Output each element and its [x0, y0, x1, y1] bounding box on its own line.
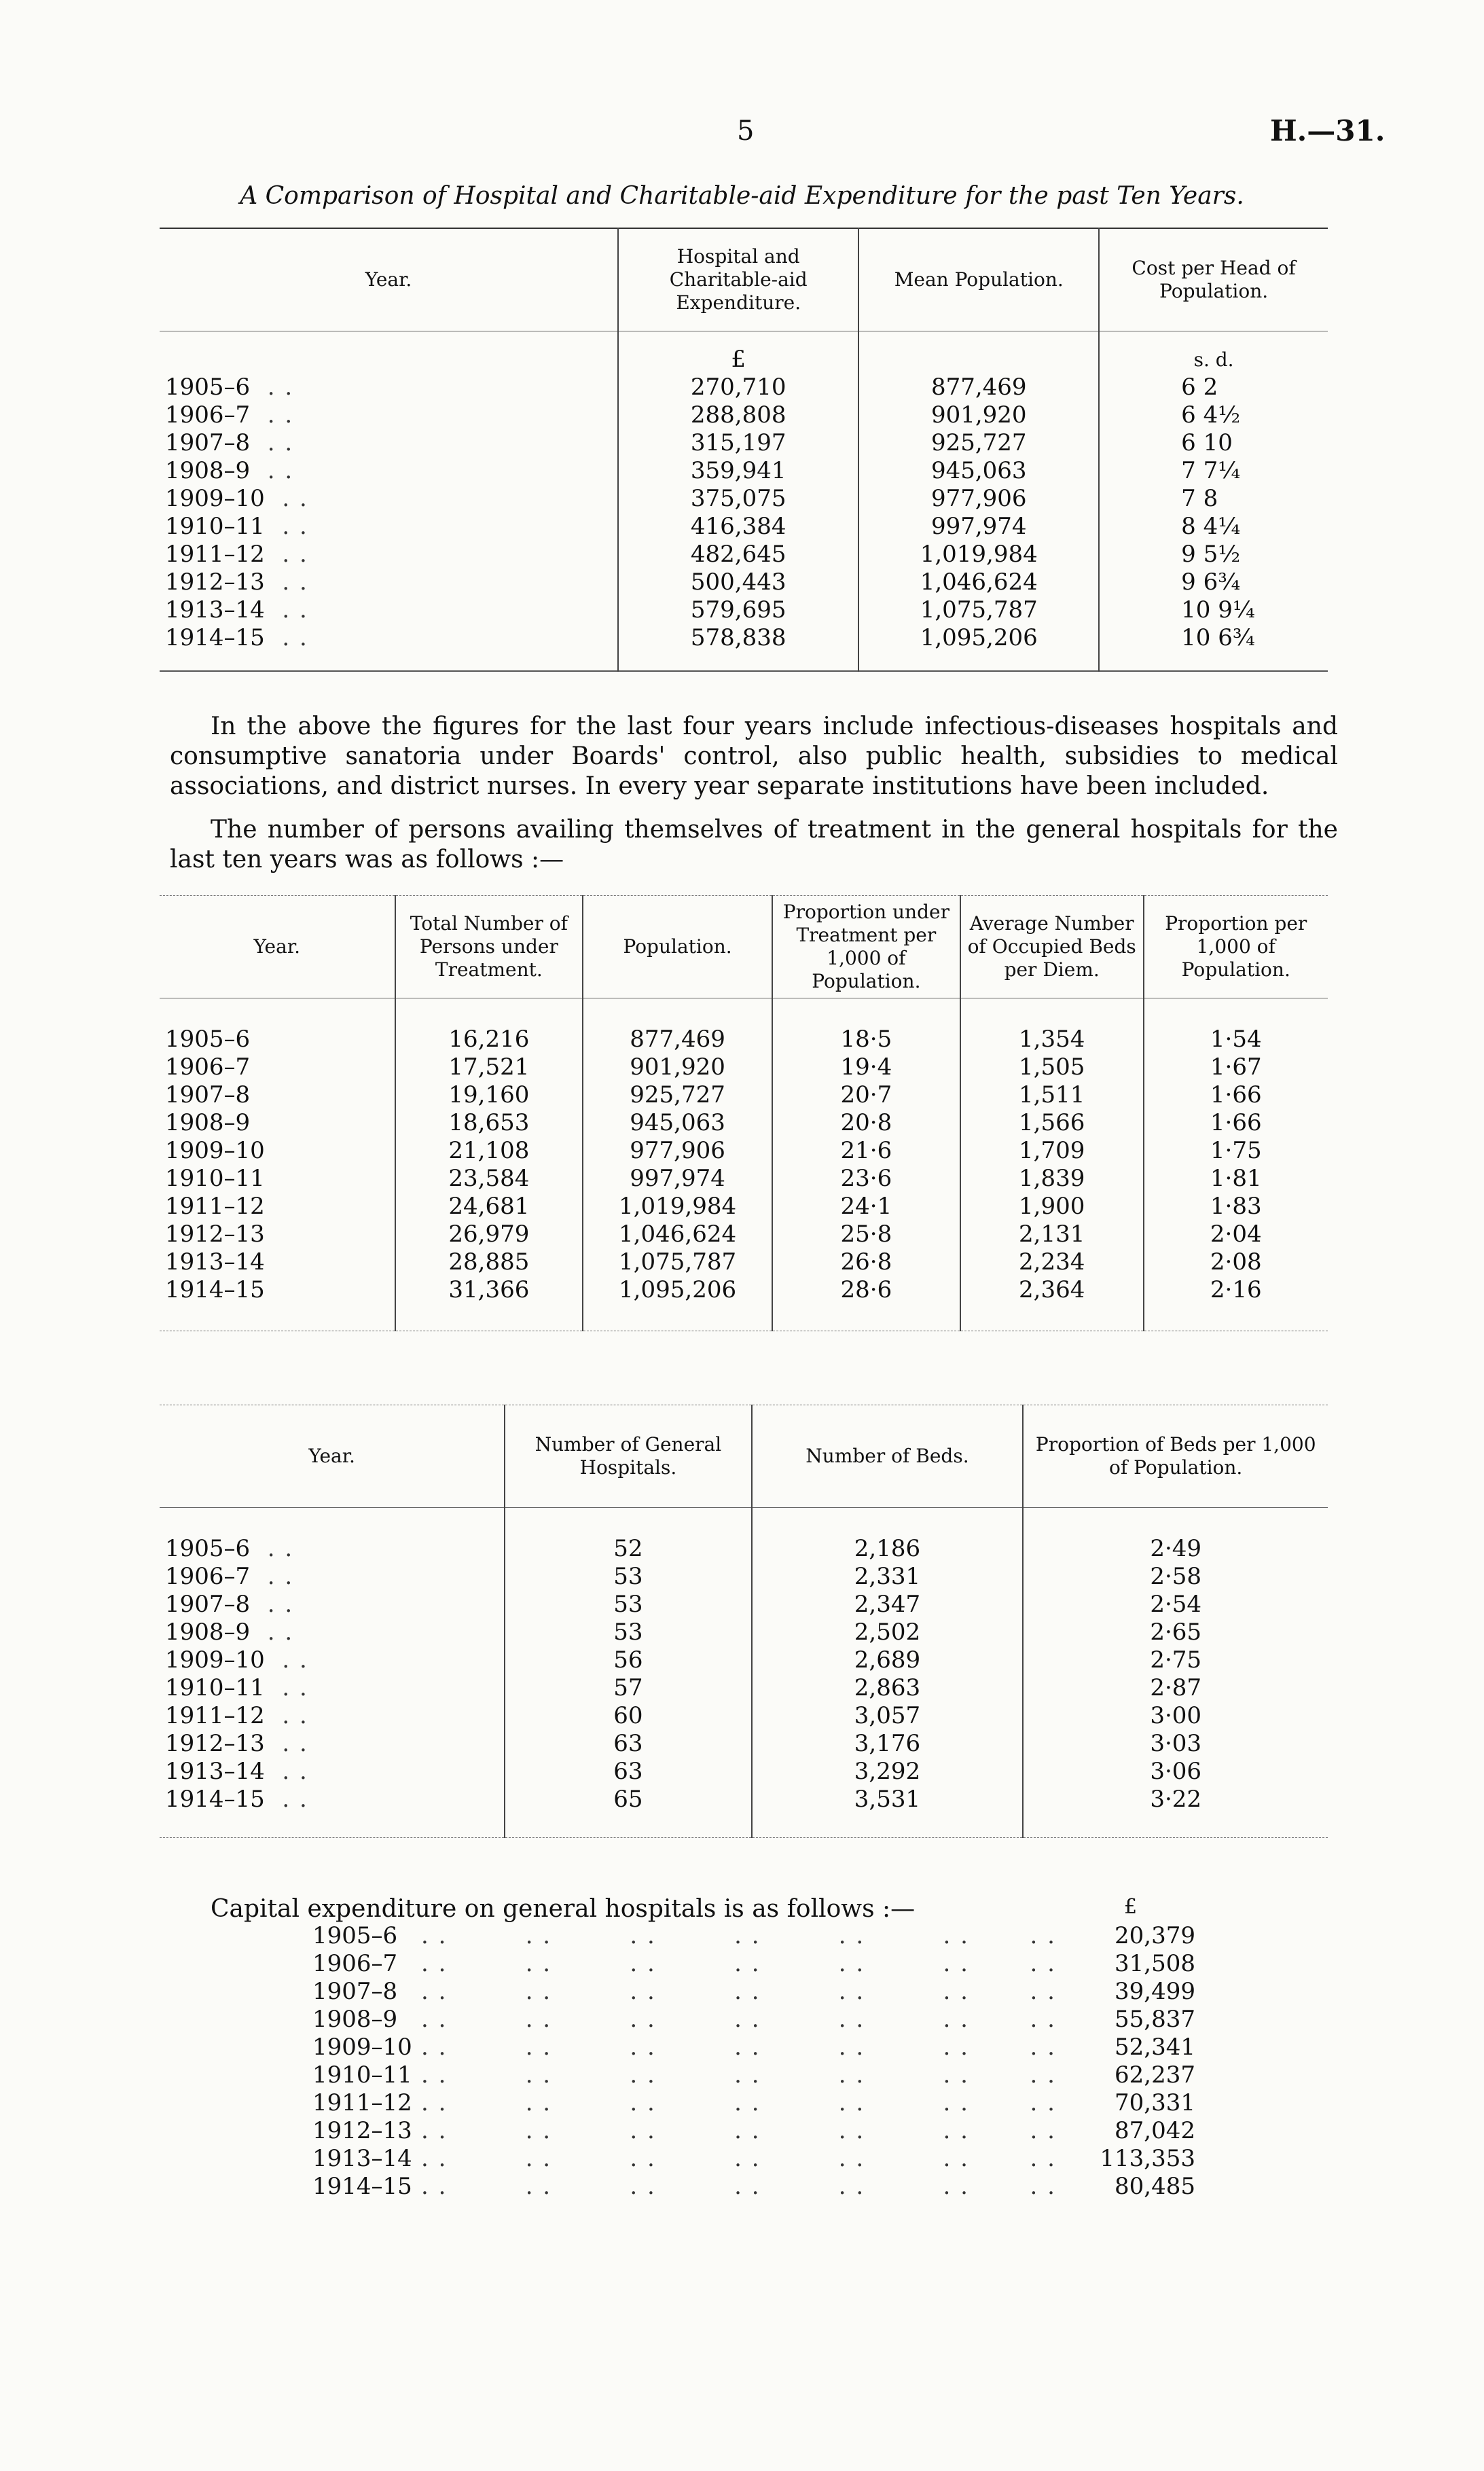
leader-dots: . .	[250, 373, 294, 401]
col-proportion-beds: Proportion per 1,000 of Population.	[1144, 896, 1328, 998]
table-row	[160, 624, 1328, 652]
leader-dots: . .	[250, 429, 294, 456]
leader-dots: . . . . . . . . . . . . . .	[421, 2117, 1056, 2144]
list-item	[312, 2006, 1195, 2034]
expenditure-cell: 482,645	[618, 541, 858, 569]
hospitals-cell: 63	[505, 1758, 751, 1786]
list-item	[312, 2089, 1195, 2117]
total-cell: 18,653	[395, 1109, 583, 1137]
population-cell: 1,019,984	[583, 1193, 772, 1221]
leader-dots: . .	[264, 1674, 308, 1701]
year-label: 1905–6	[165, 1534, 251, 1562]
expenditure-table	[160, 228, 1328, 672]
proportion-cell: 3·22	[1023, 1786, 1328, 1814]
proportion-cell: 20·7	[772, 1081, 960, 1109]
capital-year: 1906–7	[312, 1950, 398, 1977]
capital-value: 20,379	[1115, 1922, 1195, 1949]
table-row	[160, 1758, 1328, 1786]
proportion-cell: 19·4	[772, 1053, 960, 1081]
hospitals-cell: 52	[505, 1535, 751, 1563]
year-cell	[160, 569, 618, 596]
year-cell	[160, 1221, 395, 1248]
expenditure-cell: 315,197	[618, 429, 858, 457]
proportion-beds-cell: 1·66	[1144, 1109, 1328, 1137]
year-label: 1908–9	[165, 1618, 251, 1646]
beds-cell: 3,057	[752, 1702, 1024, 1730]
capital-year: 1909–10	[312, 2034, 412, 2061]
unit-pound: £	[618, 331, 858, 374]
year-label: 1911–12	[165, 540, 265, 568]
total-cell: 23,584	[395, 1165, 583, 1193]
year-cell	[160, 1591, 505, 1619]
year-cell	[160, 1674, 505, 1702]
leader-dots: . .	[250, 1562, 294, 1590]
col-general-hospitals: Number of General Hospitals.	[505, 1405, 751, 1508]
table-row	[160, 1702, 1328, 1730]
table-row	[160, 374, 1328, 401]
table-row	[160, 1591, 1328, 1619]
expenditure-cell: 270,710	[618, 374, 858, 401]
table-row	[160, 1193, 1328, 1221]
table-row	[160, 541, 1328, 569]
leader-dots: . .	[264, 1701, 308, 1729]
paragraph-intro: The number of persons availing themselves of treatment in the general hospitals for the last ten years was as follows :—	[170, 816, 1338, 873]
list-item	[312, 2117, 1195, 2145]
page-title: A Comparison of Hospital and Charitable-aid Expenditure for the past Ten Years.	[240, 182, 1244, 210]
table-row	[160, 1221, 1328, 1248]
proportion-cell: 25·8	[772, 1221, 960, 1248]
cost-cell: 8 4¼	[1099, 513, 1328, 541]
total-cell: 24,681	[395, 1193, 583, 1221]
proportion-cell: 2·54	[1023, 1591, 1328, 1619]
table-row	[160, 1535, 1328, 1563]
capital-value: 80,485	[1115, 2173, 1195, 2200]
year-label: 1905–6	[165, 1025, 251, 1053]
proportion-beds-cell: 1·66	[1144, 1081, 1328, 1109]
year-label: 1912–13	[165, 1220, 265, 1248]
cost-cell: 10 9¼	[1099, 596, 1328, 624]
leader-dots: . . . . . . . . . . . . . .	[421, 2089, 1056, 2116]
hospitals-cell: 56	[505, 1646, 751, 1674]
expenditure-cell: 288,808	[618, 401, 858, 429]
proportion-cell: 2·49	[1023, 1535, 1328, 1563]
list-item	[312, 2145, 1195, 2173]
population-cell: 997,974	[583, 1165, 772, 1193]
population-cell: 877,469	[858, 374, 1099, 401]
proportion-beds-cell: 2·08	[1144, 1248, 1328, 1276]
beds-cell: 1,511	[960, 1081, 1144, 1109]
leader-dots: . . . . . . . . . . . . . .	[421, 1950, 1056, 1977]
year-cell	[160, 1193, 395, 1221]
table-row	[160, 429, 1328, 457]
total-cell: 16,216	[395, 1026, 583, 1053]
year-cell	[160, 401, 618, 429]
year-label: 1911–12	[165, 1701, 265, 1729]
leader-dots: . .	[264, 596, 308, 624]
proportion-cell: 21·6	[772, 1137, 960, 1165]
population-cell: 977,906	[583, 1137, 772, 1165]
leader-dots: . .	[264, 624, 308, 651]
cost-cell: 7 8	[1099, 485, 1328, 513]
table-row	[160, 1646, 1328, 1674]
table-row	[160, 457, 1328, 485]
year-label: 1908–9	[165, 456, 251, 484]
year-cell	[160, 541, 618, 569]
table-row	[160, 1674, 1328, 1702]
proportion-beds-cell: 1·54	[1144, 1026, 1328, 1053]
treatment-table	[160, 895, 1328, 1331]
table-row	[160, 1276, 1328, 1304]
year-label: 1909–10	[165, 1646, 265, 1674]
list-item	[312, 2061, 1195, 2089]
proportion-cell: 2·87	[1023, 1674, 1328, 1702]
table-row	[160, 1248, 1328, 1276]
year-label: 1907–8	[165, 1081, 251, 1108]
expenditure-cell: 500,443	[618, 569, 858, 596]
year-label: 1907–8	[165, 1590, 251, 1618]
year-label: 1912–13	[165, 1729, 265, 1757]
leader-dots: . . . . . . . . . . . . . .	[421, 1922, 1056, 1949]
proportion-cell: 23·6	[772, 1165, 960, 1193]
leader-dots: . . . . . . . . . . . . . .	[421, 2061, 1056, 2089]
expenditure-cell: 578,838	[618, 624, 858, 652]
year-cell	[160, 457, 618, 485]
beds-cell: 1,354	[960, 1026, 1144, 1053]
table-row	[160, 1026, 1328, 1053]
year-label: 1911–12	[165, 1192, 265, 1220]
year-cell	[160, 596, 618, 624]
population-cell: 945,063	[858, 457, 1099, 485]
total-cell: 26,979	[395, 1221, 583, 1248]
leader-dots: . .	[250, 401, 294, 429]
year-cell	[160, 1276, 395, 1304]
proportion-cell: 3·00	[1023, 1702, 1328, 1730]
year-label: 1909–10	[165, 484, 265, 512]
year-cell	[160, 1702, 505, 1730]
cost-cell: 7 7¼	[1099, 457, 1328, 485]
document-code: H.—31.	[1270, 114, 1386, 147]
leader-dots: . . . . . . . . . . . . . .	[421, 2034, 1056, 2061]
leader-dots: . .	[264, 1757, 308, 1785]
capital-value: 52,341	[1115, 2034, 1195, 2061]
leader-dots: . . . . . . . . . . . . . .	[421, 1978, 1056, 2005]
beds-cell: 2,186	[752, 1535, 1024, 1563]
total-cell: 19,160	[395, 1081, 583, 1109]
population-cell: 925,727	[858, 429, 1099, 457]
table-row	[160, 1730, 1328, 1758]
proportion-cell: 28·6	[772, 1276, 960, 1304]
beds-cell: 2,364	[960, 1276, 1144, 1304]
list-item	[312, 2034, 1195, 2061]
year-label: 1913–14	[165, 1757, 265, 1785]
proportion-cell: 20·8	[772, 1109, 960, 1137]
population-cell: 1,046,624	[858, 569, 1099, 596]
proportion-cell: 26·8	[772, 1248, 960, 1276]
population-cell: 1,046,624	[583, 1221, 772, 1248]
proportion-beds-cell: 1·67	[1144, 1053, 1328, 1081]
population-cell: 1,019,984	[858, 541, 1099, 569]
year-label: 1910–11	[165, 1674, 265, 1701]
hospitals-table	[160, 1405, 1328, 1838]
expenditure-cell: 579,695	[618, 596, 858, 624]
year-label: 1910–11	[165, 1164, 265, 1192]
year-cell	[160, 1137, 395, 1165]
col-year: Year.	[160, 228, 618, 331]
year-label: 1912–13	[165, 568, 265, 596]
population-cell: 1,075,787	[858, 596, 1099, 624]
year-label: 1914–15	[165, 1785, 265, 1813]
year-label: 1913–14	[165, 596, 265, 624]
population-cell: 1,075,787	[583, 1248, 772, 1276]
beds-cell: 2,234	[960, 1248, 1144, 1276]
table-row	[160, 596, 1328, 624]
col-proportion-treatment: Proportion under Treatment per 1,000 of Population.	[772, 896, 960, 998]
proportion-beds-cell: 1·81	[1144, 1165, 1328, 1193]
hospitals-cell: 65	[505, 1786, 751, 1814]
list-item	[312, 1978, 1195, 2006]
leader-dots: . .	[250, 1590, 294, 1618]
table-row	[160, 1786, 1328, 1814]
total-cell: 28,885	[395, 1248, 583, 1276]
expenditure-cell: 375,075	[618, 485, 858, 513]
cost-cell: 9 6¾	[1099, 569, 1328, 596]
col-number-beds: Number of Beds.	[752, 1405, 1024, 1508]
beds-cell: 2,863	[752, 1674, 1024, 1702]
col-year: Year.	[160, 1405, 505, 1508]
expenditure-cell: 416,384	[618, 513, 858, 541]
beds-cell: 3,531	[752, 1786, 1024, 1814]
proportion-cell: 18·5	[772, 1026, 960, 1053]
leader-dots: . .	[250, 1534, 294, 1562]
year-cell	[160, 429, 618, 457]
leader-dots: . . . . . . . . . . . . . .	[421, 2006, 1056, 2033]
population-cell: 925,727	[583, 1081, 772, 1109]
total-cell: 31,366	[395, 1276, 583, 1304]
year-cell	[160, 485, 618, 513]
leader-dots: . .	[250, 1618, 294, 1646]
hospitals-cell: 53	[505, 1619, 751, 1646]
hospitals-cell: 53	[505, 1591, 751, 1619]
leader-dots: . .	[264, 568, 308, 596]
capital-unit: £	[1124, 1895, 1138, 1919]
year-label: 1907–8	[165, 429, 251, 456]
capital-value: 70,331	[1115, 2089, 1195, 2116]
col-proportion-beds: Proportion of Beds per 1,000 of Population.	[1023, 1405, 1328, 1508]
population-cell: 1,095,206	[583, 1276, 772, 1304]
capital-value: 87,042	[1115, 2117, 1195, 2144]
year-cell	[160, 1646, 505, 1674]
leader-dots: . .	[264, 1785, 308, 1813]
beds-cell: 1,839	[960, 1165, 1144, 1193]
population-cell: 901,920	[858, 401, 1099, 429]
year-label: 1906–7	[165, 1053, 251, 1081]
population-cell: 977,906	[858, 485, 1099, 513]
year-label: 1909–10	[165, 1136, 265, 1164]
table-row	[160, 1081, 1328, 1109]
leader-dots: . .	[264, 540, 308, 568]
year-cell	[160, 1165, 395, 1193]
beds-cell: 1,900	[960, 1193, 1144, 1221]
year-cell	[160, 374, 618, 401]
total-cell: 21,108	[395, 1137, 583, 1165]
table-row	[160, 1619, 1328, 1646]
table-row	[160, 569, 1328, 596]
beds-cell: 2,331	[752, 1563, 1024, 1591]
table-row	[160, 513, 1328, 541]
col-expenditure: Hospital and Charitable-aid Expenditure.	[618, 228, 858, 331]
capital-value: 31,508	[1115, 1950, 1195, 1977]
year-cell	[160, 1563, 505, 1591]
proportion-cell: 24·1	[772, 1193, 960, 1221]
capital-year: 1910–11	[312, 2061, 412, 2089]
beds-cell: 2,502	[752, 1619, 1024, 1646]
table-row	[160, 1109, 1328, 1137]
page-number: 5	[737, 115, 755, 147]
beds-cell: 2,131	[960, 1221, 1144, 1248]
beds-cell: 3,176	[752, 1730, 1024, 1758]
capital-year: 1911–12	[312, 2089, 412, 2116]
table-row	[160, 485, 1328, 513]
year-cell	[160, 1248, 395, 1276]
table-row	[160, 1563, 1328, 1591]
proportion-beds-cell: 1·75	[1144, 1137, 1328, 1165]
capital-year: 1905–6	[312, 1922, 398, 1949]
table-row	[160, 1165, 1328, 1193]
cost-cell: 9 5½	[1099, 541, 1328, 569]
proportion-beds-cell: 1·83	[1144, 1193, 1328, 1221]
year-label: 1914–15	[165, 624, 265, 651]
leader-dots: . .	[264, 484, 308, 512]
proportion-cell: 2·65	[1023, 1619, 1328, 1646]
leader-dots: . . . . . . . . . . . . . .	[421, 2173, 1056, 2200]
year-label: 1910–11	[165, 512, 265, 540]
year-cell	[160, 624, 618, 652]
proportion-beds-cell: 2·04	[1144, 1221, 1328, 1248]
hospitals-cell: 53	[505, 1563, 751, 1591]
hospitals-cell: 57	[505, 1674, 751, 1702]
proportion-cell: 3·06	[1023, 1758, 1328, 1786]
population-cell: 877,469	[583, 1026, 772, 1053]
leader-dots: . .	[264, 1646, 308, 1674]
year-cell	[160, 1053, 395, 1081]
table-row	[160, 1137, 1328, 1165]
beds-cell: 2,347	[752, 1591, 1024, 1619]
proportion-beds-cell: 2·16	[1144, 1276, 1328, 1304]
year-label: 1905–6	[165, 373, 251, 401]
population-cell: 997,974	[858, 513, 1099, 541]
capital-year: 1908–9	[312, 2006, 398, 2033]
year-cell	[160, 1758, 505, 1786]
beds-cell: 1,566	[960, 1109, 1144, 1137]
capital-intro: Capital expenditure on general hospitals is as follows :—	[211, 1895, 916, 1923]
capital-year: 1907–8	[312, 1978, 398, 2005]
year-cell	[160, 1081, 395, 1109]
capital-list	[312, 1922, 1195, 2201]
beds-cell: 3,292	[752, 1758, 1024, 1786]
list-item	[312, 1950, 1195, 1978]
capital-year: 1914–15	[312, 2173, 412, 2200]
capital-year: 1913–14	[312, 2145, 412, 2172]
capital-value: 113,353	[1100, 2145, 1195, 2172]
leader-dots: . . . . . . . . . . . . . .	[421, 2145, 1056, 2172]
year-label: 1906–7	[165, 1562, 251, 1590]
proportion-cell: 2·75	[1023, 1646, 1328, 1674]
year-cell	[160, 513, 618, 541]
year-cell	[160, 1786, 505, 1814]
col-occupied-beds: Average Number of Occupied Beds per Diem.	[960, 896, 1144, 998]
col-cost-per-head: Cost per Head of Population.	[1099, 228, 1328, 331]
col-total-persons: Total Number of Persons under Treatment.	[395, 896, 583, 998]
leader-dots: . .	[264, 1729, 308, 1757]
year-label: 1913–14	[165, 1248, 265, 1276]
table-row	[160, 401, 1328, 429]
cost-cell: 6 2	[1099, 374, 1328, 401]
year-cell	[160, 1730, 505, 1758]
year-label: 1908–9	[165, 1108, 251, 1136]
cost-cell: 10 6¾	[1099, 624, 1328, 652]
year-cell	[160, 1619, 505, 1646]
capital-value: 39,499	[1115, 1978, 1195, 2005]
year-cell	[160, 1026, 395, 1053]
list-item	[312, 1922, 1195, 1950]
total-cell: 17,521	[395, 1053, 583, 1081]
year-label: 1914–15	[165, 1276, 265, 1303]
cost-cell: 6 4½	[1099, 401, 1328, 429]
hospitals-cell: 60	[505, 1702, 751, 1730]
expenditure-cell: 359,941	[618, 457, 858, 485]
population-cell: 945,063	[583, 1109, 772, 1137]
col-mean-population: Mean Population.	[858, 228, 1099, 331]
list-item	[312, 2173, 1195, 2201]
population-cell: 901,920	[583, 1053, 772, 1081]
year-label: 1906–7	[165, 401, 251, 429]
population-cell: 1,095,206	[858, 624, 1099, 652]
hospitals-cell: 63	[505, 1730, 751, 1758]
leader-dots: . .	[264, 512, 308, 540]
paragraph-note: In the above the figures for the last four years include infectious-diseases hospitals and consumptive sanatoria under Boards' control, also public health, subsidies to medical associations, and district nurses. In every year separate institutions have been included.	[170, 713, 1338, 800]
unit-shillings-pence: s. d.	[1099, 331, 1328, 374]
capital-value: 62,237	[1115, 2061, 1195, 2089]
capital-value: 55,837	[1115, 2006, 1195, 2033]
col-population: Population.	[583, 896, 772, 998]
proportion-cell: 2·58	[1023, 1563, 1328, 1591]
beds-cell: 1,709	[960, 1137, 1144, 1165]
table-row	[160, 1053, 1328, 1081]
year-cell	[160, 1109, 395, 1137]
capital-year: 1912–13	[312, 2117, 412, 2144]
leader-dots: . .	[250, 456, 294, 484]
col-year: Year.	[160, 896, 395, 998]
beds-cell: 1,505	[960, 1053, 1144, 1081]
cost-cell: 6 10	[1099, 429, 1328, 457]
proportion-cell: 3·03	[1023, 1730, 1328, 1758]
year-cell	[160, 1535, 505, 1563]
beds-cell: 2,689	[752, 1646, 1024, 1674]
